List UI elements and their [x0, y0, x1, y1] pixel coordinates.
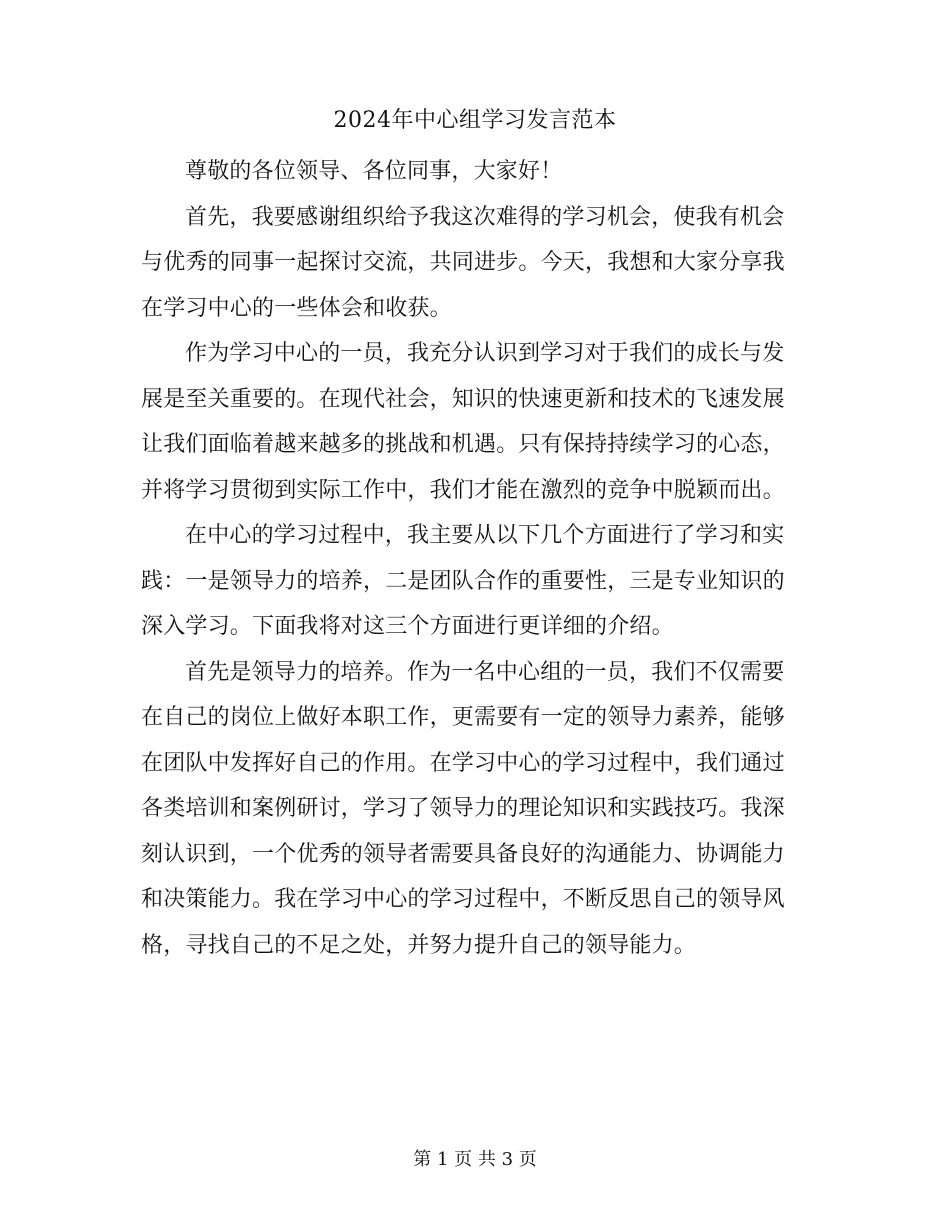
paragraph-learning-aspects: 在中心的学习过程中，我主要从以下几个方面进行了学习和实践：一是领导力的培养，二是团队合作的重要性，三是专业知识的深入学习。下面我将对这三个方面进行更详细的介绍。: [141, 523, 785, 639]
page-number-label: 第 1 页 共 3 页: [413, 1149, 537, 1170]
page-footer: [0, 1148, 950, 1172]
document-title: 2024年中心组学习发言范本: [333, 108, 617, 133]
paragraph-greeting: 尊敬的各位领导、各位同事，大家好！: [185, 159, 563, 184]
paragraph-leadership: 首先是领导力的培养。作为一名中心组的一员，我们不仅需要在自己的岗位上做好本职工作，更需要有一定的领导力素养，能够在团队中发挥好自己的作用。在学习中心的学习过程中，我们通过各类培训和案例研讨，学习了领导力的理论知识和实践技巧。我深刻认识到，一个优秀的领导者需要具备良好的沟通能力、协调能力和决策能力。我在学习中心的学习过程中，不断反思自己的领导风格，寻找自己的不足之处，并努力提升自己的领导能力。: [141, 659, 785, 958]
paragraph-thanks: 首先，我要感谢组织给予我这次难得的学习机会，使我有机会与优秀的同事一起探讨交流，共同进步。今天，我想和大家分享我在学习中心的一些体会和收获。: [141, 204, 785, 321]
document-body: [141, 149, 805, 968]
paragraph-importance-of-learning: 作为学习中心的一员，我充分认识到学习对于我们的成长与发展是至关重要的。在现代社会，知识的快速更新和技术的飞速发展让我们面临着越来越多的挑战和机遇。只有保持持续学习的心态，并将学习贯彻到实际工作中，我们才能在激烈的竞争中脱颖而出。: [141, 341, 785, 503]
